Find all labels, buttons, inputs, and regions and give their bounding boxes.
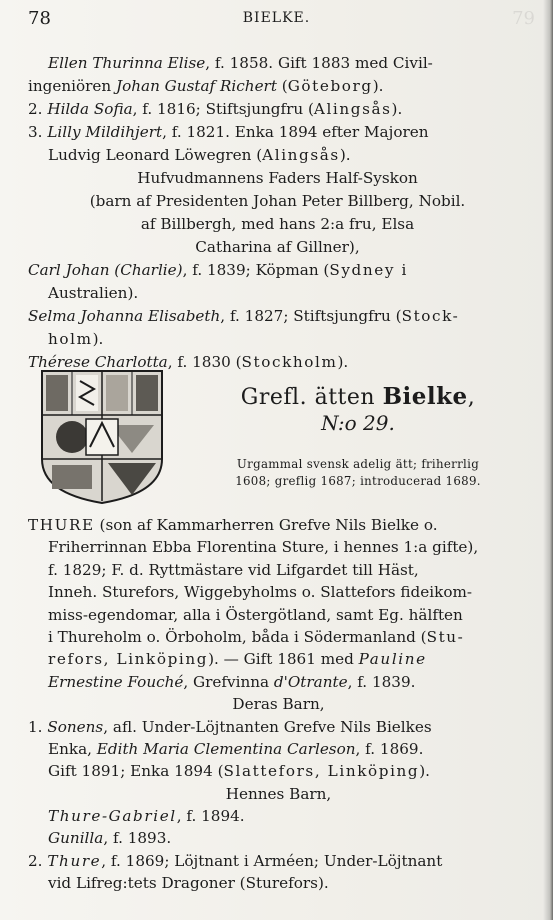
entry-child-1-cont: Enka, Edith Maria Clementina Carleson, f. 1869. bbox=[48, 739, 424, 758]
entry-selma: Selma Johanna Elisabeth, f. 1827; Stiftsjungfru (Stock- bbox=[28, 307, 460, 325]
entry-thure-cont: miss-egendomar, alla i Östergötland, samt Eg. hälften bbox=[48, 605, 463, 624]
family-number: N:o 29. bbox=[321, 411, 395, 435]
running-title: BIELKE. bbox=[242, 10, 311, 26]
family-title: Grefl. ätten Bielke, bbox=[240, 383, 476, 410]
entry-child-2-cont: vid Lifreg:tets Dragoner (Sturefors). bbox=[48, 874, 329, 893]
entry-thure-gabriel: Thure-Gabriel, f. 1894. bbox=[48, 807, 245, 826]
entry-lilly: 3. Lilly Mildihjert, f. 1821. Enka 1894 efter Majoren bbox=[28, 123, 429, 141]
entry-child-2: 2. Thure, f. 1869; Löjtnant i Arméen; Under-Löjtnant bbox=[28, 851, 443, 870]
entry-hilda: 2. Hilda Sofia, f. 1816; Stiftsjungfru (Alingsås). bbox=[28, 100, 403, 118]
entry-thure-cont: i Thureholm o. Örboholm, båda i Södermanland (Stu- bbox=[48, 627, 465, 646]
entry-thure-cont: Friherrinnan Ebba Florentina Sture, i hennes 1:a gifte), bbox=[48, 538, 479, 557]
page-number: 78 bbox=[28, 8, 51, 29]
entry-child-1-cont: Gift 1891; Enka 1894 (Slattefors, Linköping). bbox=[48, 762, 431, 781]
entry-thure-cont: Ernestine Fouché, Grefvinna d'Otrante, f. 1839. bbox=[48, 672, 416, 691]
section-heading-half-syskon: Hufvudmannens Faders Half-Syskon bbox=[137, 169, 418, 187]
entry-lilly-cont: Ludvig Leonard Löwegren (Alingsås). bbox=[48, 146, 351, 164]
half-syskon-note: af Billbergh, med hans 2:a fru, Elsa bbox=[140, 215, 415, 233]
section-heading-deras-barn: Deras Barn, bbox=[232, 695, 325, 714]
lower-text bbox=[28, 514, 529, 895]
family-description: Urgammal svensk adelig ätt; friherrlig 1608; greflig 1687; introducerad 1689. bbox=[235, 457, 481, 488]
entry-gunilla: Gunilla, f. 1893. bbox=[48, 829, 172, 848]
entry-thure-cont: f. 1829; F. d. Ryttmästare vid Lifgardet till Häst, bbox=[48, 560, 419, 579]
page-edge-shadow bbox=[543, 0, 553, 920]
entry-selma-cont: holm). bbox=[48, 330, 104, 348]
half-syskon-note: (barn af Presidenten Johan Peter Billberg, Nobil. bbox=[89, 192, 466, 210]
coat-of-arms-crest bbox=[38, 367, 166, 505]
entry-thure-cont: Inneh. Sturefors, Wiggebyholms o. Slattefors fideikom- bbox=[48, 583, 473, 602]
entry-child-1: 1. Sonens, afl. Under-Löjtnanten Grefve Nils Bielkes bbox=[28, 717, 432, 736]
half-syskon-note: Catharina af Gillner), bbox=[195, 238, 360, 256]
entry-therese: Thérese Charlotta, f. 1830 (Stockholm). bbox=[28, 353, 349, 371]
section-heading-hennes-barn: Hennes Barn, bbox=[225, 784, 332, 803]
running-head bbox=[24, 8, 529, 34]
entry-carl: Carl Johan (Charlie), f. 1839; Köpman (Sydney i bbox=[28, 261, 408, 279]
entry-ellen: Ellen Thurinna Elise, f. 1858. Gift 1883 med Civil- bbox=[48, 54, 433, 72]
show-through-text: 79 bbox=[512, 8, 535, 29]
entry-carl-cont: Australien). bbox=[48, 284, 139, 302]
entry-thure-cont: refors, Linköping). — Gift 1861 med Pauline bbox=[48, 650, 427, 669]
family-header bbox=[38, 367, 528, 507]
person-name: Ellen Thurinna Elise bbox=[48, 54, 206, 72]
upper-text bbox=[28, 52, 527, 374]
entry-ellen-cont: ingeniören Johan Gustaf Richert (Göteborg). bbox=[28, 77, 384, 95]
entry-thure: THURE (son af Kammarherren Grefve Nils Bielke o. bbox=[28, 516, 438, 534]
